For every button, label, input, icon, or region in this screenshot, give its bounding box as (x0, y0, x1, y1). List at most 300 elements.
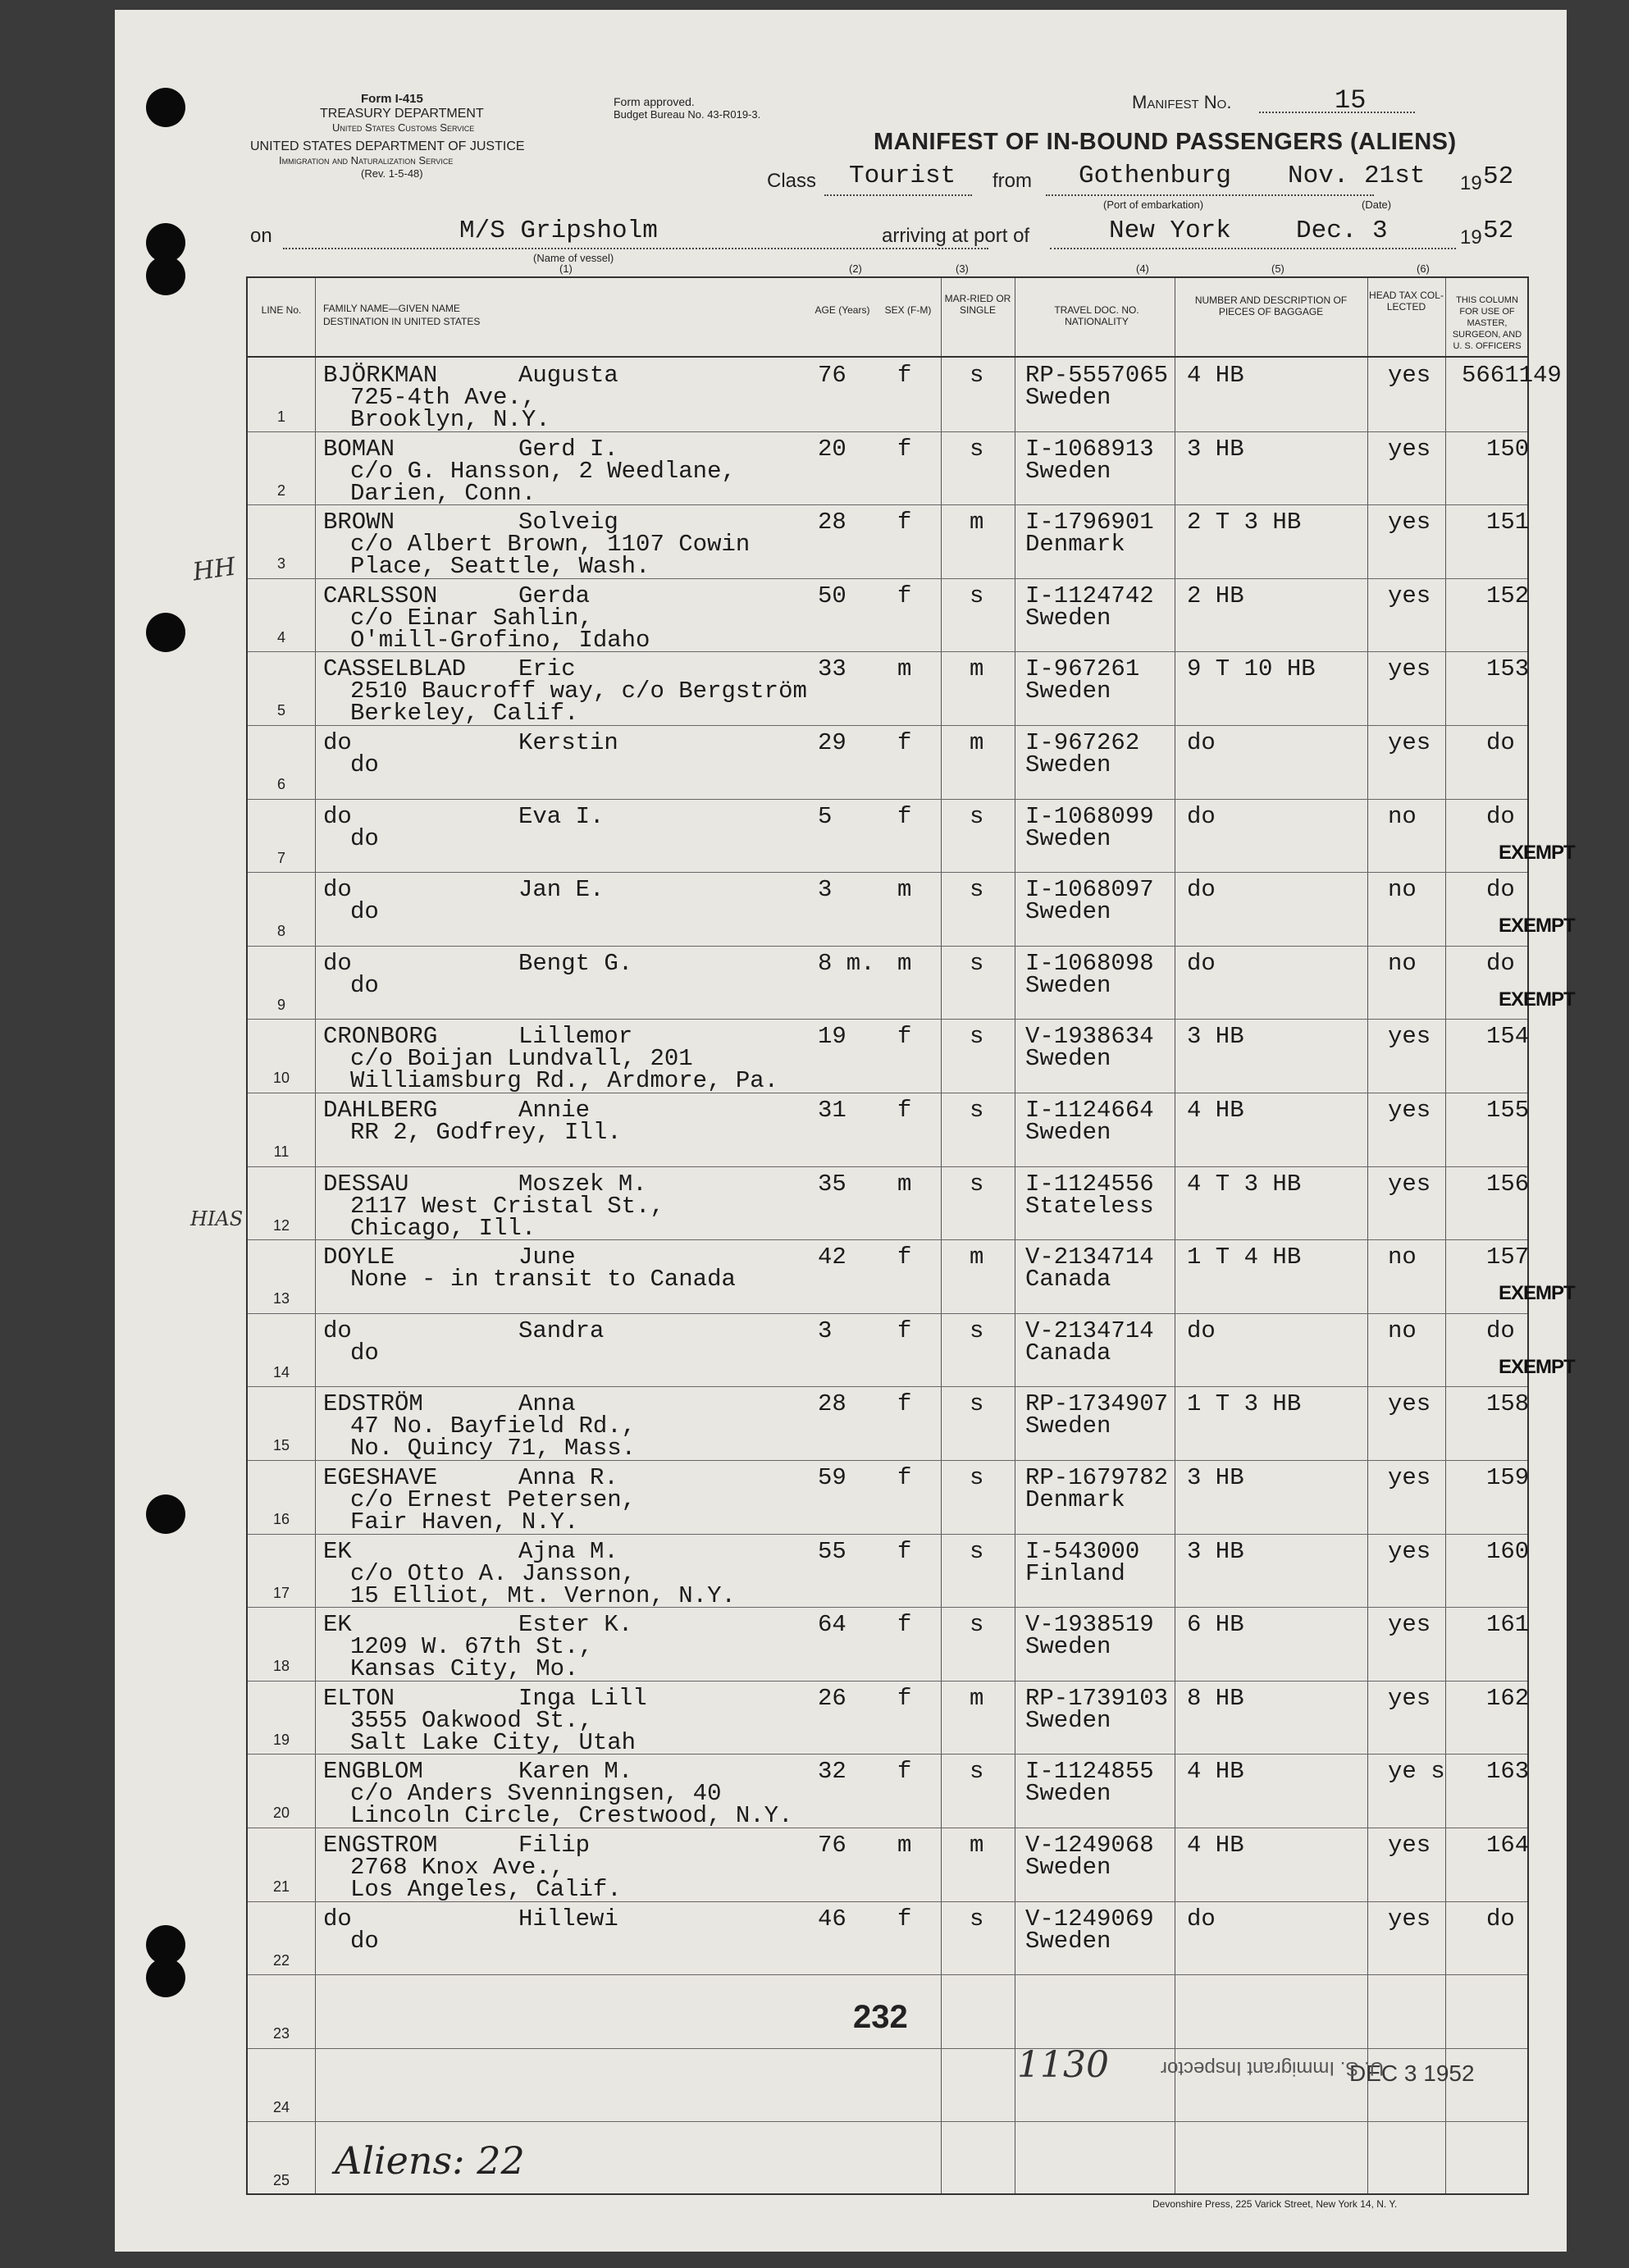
nationality: Finland (1025, 1559, 1125, 1587)
manifest-number: 15 (1335, 85, 1367, 116)
officer-number: 150 (1486, 435, 1530, 463)
age: 76 (818, 362, 846, 389)
age: 29 (818, 729, 846, 756)
sex: f (897, 1464, 912, 1491)
table-row (248, 1093, 1530, 1166)
age: 76 (818, 1832, 846, 1859)
col-header-officers: THIS COLUMN FOR USE OF MASTER, SURGEON, AND U. S. OFFICERS (1452, 295, 1522, 351)
head-tax: no (1388, 949, 1417, 977)
vessel-caption: (Name of vessel) (533, 252, 614, 264)
baggage: 6 HB (1187, 1611, 1244, 1639)
baggage: 4 HB (1187, 1832, 1244, 1859)
departure-year: 52 (1483, 162, 1514, 191)
table-row (248, 725, 1527, 799)
address-line-2: Brooklyn, N.Y. (350, 406, 550, 433)
nationality: Denmark (1025, 531, 1125, 559)
arrival-date: Dec. 3 (1296, 217, 1388, 245)
age: 31 (818, 1097, 846, 1124)
travel-doc: V-2134714 (1025, 1317, 1154, 1344)
head-tax: yes (1388, 1684, 1431, 1712)
given-name: Kerstin (518, 729, 618, 756)
family-name: DAHLBERG (323, 1097, 438, 1124)
address-line-2: O'mill-Grofino, Idaho (350, 626, 650, 654)
address-line-1: 2117 West Cristal St., (350, 1192, 664, 1220)
baggage: 4 T 3 HB (1187, 1170, 1302, 1198)
address-line-1: 1209 W. 67th St., (350, 1633, 593, 1661)
table-row (248, 1313, 1575, 1387)
given-name: Sandra (518, 1317, 605, 1344)
head-tax: yes (1388, 1832, 1431, 1859)
col-header-travel: TRAVEL DOC. NO. NATIONALITY (1054, 304, 1139, 327)
travel-doc: V-1249069 (1025, 1905, 1154, 1933)
officer-number: do (1486, 729, 1515, 756)
customs-service: United States Customs Service (332, 121, 475, 134)
table-row (248, 1239, 1575, 1313)
line-number: 13 (272, 1290, 290, 1307)
marital-status: m (970, 655, 984, 683)
budget-bureau: Budget Bureau No. 43-R019-3. (614, 108, 761, 121)
given-name: June (518, 1244, 576, 1271)
head-tax: yes (1388, 1023, 1431, 1051)
officer-number: 155 (1486, 1097, 1530, 1124)
year-prefix: 19 (1460, 172, 1482, 194)
col-header-sex: SEX (F-M) (884, 304, 932, 316)
age: 35 (818, 1170, 846, 1198)
nationality: Sweden (1025, 824, 1111, 852)
head-tax: yes (1388, 1905, 1431, 1933)
family-name: do (323, 1317, 352, 1344)
officer-number: 152 (1486, 582, 1530, 609)
family-name: EK (323, 1611, 352, 1639)
address-line-1: c/o Otto A. Jansson, (350, 1559, 637, 1587)
address-line-1: c/o Albert Brown, 1107 Cowin (350, 531, 751, 559)
line-number: 4 (276, 628, 285, 646)
baggage: 2 HB (1187, 582, 1244, 609)
manifest-sheet (115, 10, 1575, 2252)
given-name: Filip (518, 1832, 591, 1859)
line-number: 21 (272, 1878, 290, 1895)
printer-credit: Devonshire Press, 225 Varick Street, New York 14, N. Y. (1152, 2198, 1398, 2210)
marital-status: s (970, 876, 984, 904)
margin-note: HIAS (190, 1207, 244, 1230)
line-number: 24 (272, 2098, 290, 2115)
marital-status: s (970, 1758, 984, 1786)
marital-status: s (970, 1905, 984, 1933)
col-header-headtax: HEAD TAX COL-LECTED (1369, 290, 1444, 313)
travel-doc: V-1938634 (1025, 1023, 1154, 1051)
age: 19 (818, 1023, 846, 1051)
travel-doc: I-1124556 (1025, 1170, 1154, 1198)
sex: f (897, 1537, 912, 1565)
given-name: Hillewi (518, 1905, 618, 1933)
head-tax: no (1388, 1317, 1417, 1344)
address-line-1: 2510 Baucroff way, c/o Bergström (350, 678, 807, 705)
on-label: on (250, 225, 272, 247)
address-line-1: RR 2, Godfrey, Ill. (350, 1119, 622, 1146)
address-line-2: Fair Haven, N.Y. (350, 1508, 579, 1536)
page-stamp: 232 (853, 1999, 908, 2035)
sex: f (897, 802, 912, 830)
marital-status: s (970, 1023, 984, 1051)
family-name: do (323, 876, 352, 904)
baggage: 3 HB (1187, 1537, 1244, 1565)
travel-doc: I-1124664 (1025, 1097, 1154, 1124)
head-tax: yes (1388, 435, 1431, 463)
sex: m (897, 655, 912, 683)
baggage: 3 HB (1187, 435, 1244, 463)
sex: m (897, 1170, 912, 1198)
address-line-2: Darien, Conn. (350, 479, 536, 507)
baggage: 4 HB (1187, 1097, 1244, 1124)
sex: f (897, 1097, 912, 1124)
address-line-1: c/o G. Hansson, 2 Weedlane, (350, 457, 736, 485)
punch-hole (146, 1958, 185, 1997)
sex: f (897, 729, 912, 756)
baggage: 2 T 3 HB (1187, 509, 1302, 536)
marital-status: s (970, 1170, 984, 1198)
manifest-title: MANIFEST OF IN-BOUND PASSENGERS (ALIENS) (874, 129, 1457, 155)
table-row (248, 578, 1530, 654)
family-name: DOYLE (323, 1244, 395, 1271)
sex: m (897, 876, 912, 904)
address-line-1: do (350, 971, 379, 999)
embark-caption: (Port of embarkation) (1103, 199, 1204, 211)
officer-number: 156 (1486, 1170, 1530, 1198)
travel-doc: RP-1739103 (1025, 1684, 1169, 1712)
nationality: Canada (1025, 1339, 1111, 1367)
age: 46 (818, 1905, 846, 1933)
given-name: Eric (518, 655, 576, 683)
nationality: Sweden (1025, 457, 1111, 485)
age: 32 (818, 1758, 846, 1786)
address-line-2: No. Quincy 71, Mass. (350, 1435, 637, 1463)
inspector-stamp: U. S. Immigrant Inspector (1161, 2057, 1385, 2079)
address-line-1: 2768 Knox Ave., (350, 1854, 565, 1881)
col-num-4: (4) (1136, 262, 1149, 275)
marital-status: m (970, 509, 984, 536)
officer-number: 5661149 (1462, 362, 1562, 389)
address-line-2: Williamsburg Rd., Ardmore, Pa. (350, 1067, 779, 1095)
address-line-2: Kansas City, Mo. (350, 1655, 579, 1683)
head-tax: yes (1388, 729, 1431, 756)
address-line-2: Chicago, Ill. (350, 1214, 536, 1242)
col-num-2: (2) (849, 262, 862, 275)
travel-doc: I-1068099 (1025, 802, 1154, 830)
line-number: 2 (276, 481, 285, 499)
justice-dept: UNITED STATES DEPARTMENT OF JUSTICE (250, 139, 525, 153)
address-line-1: None - in transit to Canada (350, 1266, 736, 1294)
age: 59 (818, 1464, 846, 1491)
address-line-1: do (350, 751, 379, 778)
table-row (248, 431, 1530, 507)
marital-status: m (970, 729, 984, 756)
sex: f (897, 435, 912, 463)
marital-status: s (970, 949, 984, 977)
line-number: 22 (272, 1951, 290, 1969)
sex: f (897, 1758, 912, 1786)
marital-status: s (970, 1097, 984, 1124)
marital-status: m (970, 1244, 984, 1271)
travel-doc: I-1068913 (1025, 435, 1154, 463)
sex: f (897, 362, 912, 389)
head-tax: no (1388, 1244, 1417, 1271)
address-line-1: 47 No. Bayfield Rd., (350, 1412, 637, 1440)
travel-doc: RP-5557065 (1025, 362, 1169, 389)
travel-doc: I-1796901 (1025, 509, 1154, 536)
travel-doc: I-967261 (1025, 655, 1140, 683)
line-number: 25 (272, 2172, 290, 2189)
table-row (248, 799, 1575, 873)
family-name: EDSTRÖM (323, 1390, 423, 1418)
col-header-baggage: NUMBER AND DESCRIPTION OF PIECES OF BAGGAGE (1194, 294, 1348, 317)
exempt-stamp: EXEMPT (1499, 841, 1575, 864)
family-name: EK (323, 1537, 352, 1565)
margin-note: HH (190, 552, 238, 587)
travel-doc: I-1068097 (1025, 876, 1154, 904)
address-line-2: Los Angeles, Calif. (350, 1876, 622, 1903)
officer-number: 162 (1486, 1684, 1530, 1712)
form-approved: Form approved. (614, 95, 695, 108)
baggage: do (1187, 802, 1216, 830)
head-tax: yes (1388, 509, 1431, 536)
given-name: Moszek M. (518, 1170, 647, 1198)
given-name: Gerda (518, 582, 591, 609)
family-name: do (323, 729, 352, 756)
head-tax: yes (1388, 1611, 1431, 1639)
class-label: Class (767, 170, 817, 192)
line-number: 8 (276, 923, 285, 940)
age: 50 (818, 582, 846, 609)
given-name: Gerd I. (518, 435, 618, 463)
nationality: Sweden (1025, 1119, 1111, 1146)
nationality: Sweden (1025, 384, 1111, 411)
vessel-line (283, 248, 988, 249)
nationality: Sweden (1025, 751, 1111, 778)
given-name: Ajna M. (518, 1537, 618, 1565)
line-number: 5 (276, 702, 285, 719)
table-row (248, 946, 1575, 1020)
family-name: EGESHAVE (323, 1464, 438, 1491)
travel-doc: V-1938519 (1025, 1611, 1154, 1639)
age: 33 (818, 655, 846, 683)
manifest-label: Manifest No. (1132, 92, 1232, 112)
baggage: do (1187, 1905, 1216, 1933)
travel-doc: I-1068098 (1025, 949, 1154, 977)
col-header-name: FAMILY NAME—GIVEN NAME (323, 303, 460, 314)
officer-number: 163 (1486, 1758, 1530, 1786)
line-number: 9 (276, 996, 285, 1013)
from-label: from (992, 170, 1032, 192)
address-line-2: Place, Seattle, Wash. (350, 553, 650, 581)
family-name: ENGBLOM (323, 1758, 423, 1786)
time-note: 1130 (1017, 2044, 1109, 2086)
baggage: 9 T 10 HB (1187, 655, 1316, 683)
age: 3 (818, 1317, 833, 1344)
given-name: Inga Lill (518, 1684, 647, 1712)
line-number: 17 (272, 1584, 290, 1601)
address-line-1: c/o Boijan Lundvall, 201 (350, 1045, 693, 1073)
given-name: Bengt G. (518, 949, 633, 977)
marital-status: s (970, 1464, 984, 1491)
family-name: do (323, 1905, 352, 1933)
treasury-dept: TREASURY DEPARTMENT (320, 107, 484, 121)
passenger-table (246, 276, 1575, 2195)
nationality: Sweden (1025, 898, 1111, 926)
travel-doc: I-1124855 (1025, 1758, 1154, 1786)
sex: f (897, 1905, 912, 1933)
sex: f (897, 509, 912, 536)
table-row (248, 1019, 1530, 1095)
given-name: Augusta (518, 362, 618, 389)
line-number: 14 (272, 1363, 290, 1380)
table-row (248, 1828, 1530, 1903)
marital-status: s (970, 1537, 984, 1565)
family-name: ENGSTROM (323, 1832, 438, 1859)
table-row (248, 872, 1575, 946)
exempt-stamp: EXEMPT (1499, 988, 1575, 1011)
nationality: Sweden (1025, 604, 1111, 632)
given-name: Jan E. (518, 876, 605, 904)
nationality: Denmark (1025, 1486, 1125, 1513)
travel-doc: I-967262 (1025, 729, 1140, 756)
exempt-stamp: EXEMPT (1499, 1282, 1575, 1305)
given-name: Ester K. (518, 1611, 633, 1639)
baggage: do (1187, 729, 1216, 756)
head-tax: yes (1388, 1170, 1431, 1198)
col-num-6: (6) (1417, 262, 1430, 275)
family-name: CASSELBLAD (323, 655, 467, 683)
col-header-line: LINE No. (261, 304, 302, 316)
marital-status: m (970, 1832, 984, 1859)
officer-number: do (1486, 876, 1515, 904)
line-number: 11 (273, 1143, 290, 1160)
sex: f (897, 1390, 912, 1418)
travel-doc: I-543000 (1025, 1537, 1140, 1565)
revision: (Rev. 1-5-48) (361, 167, 423, 180)
baggage: do (1187, 876, 1216, 904)
year-prefix-2: 19 (1460, 226, 1482, 249)
address-line-2: Berkeley, Calif. (350, 700, 579, 728)
table-row (248, 1681, 1530, 1756)
given-name: Eva I. (518, 802, 605, 830)
sex: f (897, 1684, 912, 1712)
officer-number: 153 (1486, 655, 1530, 683)
nationality: Stateless (1025, 1192, 1154, 1220)
given-name: Anna (518, 1390, 576, 1418)
sex: f (897, 1611, 912, 1639)
line-number: 10 (272, 1070, 290, 1087)
officer-number: do (1486, 949, 1515, 977)
baggage: 8 HB (1187, 1684, 1244, 1712)
line-number: 16 (272, 1511, 290, 1527)
family-name: do (323, 949, 352, 977)
marital-status: s (970, 1611, 984, 1639)
line-number: 19 (272, 1731, 290, 1748)
address-line-1: c/o Einar Sahlin, (350, 604, 593, 632)
line-number: 23 (272, 2025, 290, 2042)
punch-hole (146, 613, 185, 652)
table-row (248, 358, 1562, 433)
marital-status: s (970, 1317, 984, 1344)
marital-status: s (970, 582, 984, 609)
class-line (824, 194, 972, 196)
officer-number: 160 (1486, 1537, 1530, 1565)
marital-status: s (970, 802, 984, 830)
table-row (248, 1166, 1530, 1242)
officer-number: 161 (1486, 1611, 1530, 1639)
marital-status: s (970, 435, 984, 463)
line-number: 6 (276, 776, 285, 792)
line-number: 20 (272, 1805, 290, 1822)
departure-date: Nov. 21st (1288, 162, 1426, 190)
head-tax: yes (1388, 362, 1431, 389)
given-name: Solveig (518, 509, 618, 536)
marital-status: s (970, 1390, 984, 1418)
age: 5 (818, 802, 833, 830)
head-tax: yes (1388, 1464, 1431, 1491)
age: 42 (818, 1244, 846, 1271)
family-name: BROWN (323, 509, 395, 536)
head-tax: yes (1388, 1537, 1431, 1565)
col-header-dest: DESTINATION IN UNITED STATES (323, 316, 481, 327)
line-number: 3 (276, 555, 285, 573)
given-name: Karen M. (518, 1758, 633, 1786)
line-number: 12 (272, 1216, 290, 1234)
family-name: do (323, 802, 352, 830)
date-stamp: DEC 3 1952 (1349, 2060, 1475, 2086)
address-line-1: do (350, 898, 379, 926)
family-name: BJÖRKMAN (323, 362, 438, 389)
exempt-stamp: EXEMPT (1499, 1355, 1575, 1378)
col-num-3: (3) (956, 262, 969, 275)
family-name: CARLSSON (323, 582, 438, 609)
address-line-2: 15 Elliot, Mt. Vernon, N.Y. (350, 1581, 736, 1609)
sex: m (897, 949, 912, 977)
head-tax: yes (1388, 1097, 1431, 1124)
address-line-1: c/o Anders Svenningsen, 40 (350, 1780, 722, 1808)
punch-hole (146, 256, 185, 295)
address-line-2: Lincoln Circle, Crestwood, N.Y. (350, 1802, 793, 1830)
vessel-name: M/S Gripsholm (459, 217, 658, 245)
form-number: Form I-415 (361, 92, 423, 106)
nationality: Sweden (1025, 971, 1111, 999)
address-line-1: 3555 Oakwood St., (350, 1706, 593, 1734)
table-row (248, 1901, 1527, 1975)
baggage: 1 T 3 HB (1187, 1390, 1302, 1418)
baggage: 3 HB (1187, 1023, 1244, 1051)
address-line-1: c/o Ernest Petersen, (350, 1486, 637, 1513)
sex: m (897, 1832, 912, 1859)
marital-status: m (970, 1684, 984, 1712)
age: 28 (818, 509, 846, 536)
table-row (248, 651, 1530, 728)
arriving-label: arriving at port of (882, 225, 1030, 247)
aliens-total: Aliens: 22 (335, 2138, 525, 2183)
table-row (248, 1754, 1530, 1830)
family-name: BOMAN (323, 435, 395, 463)
head-tax: yes (1388, 582, 1431, 609)
nationality: Sweden (1025, 1927, 1111, 1955)
baggage: 4 HB (1187, 1758, 1244, 1786)
table-row (248, 504, 1530, 581)
travel-doc: RP-1734907 (1025, 1390, 1169, 1418)
line-number: 18 (272, 1658, 290, 1675)
col-num-5: (5) (1271, 262, 1284, 275)
arrival-line (1050, 248, 1456, 249)
table-row (248, 1534, 1530, 1609)
address-line-2: Salt Lake City, Utah (350, 1728, 637, 1756)
ins-service: Immigration and Naturalization Service (279, 154, 454, 167)
